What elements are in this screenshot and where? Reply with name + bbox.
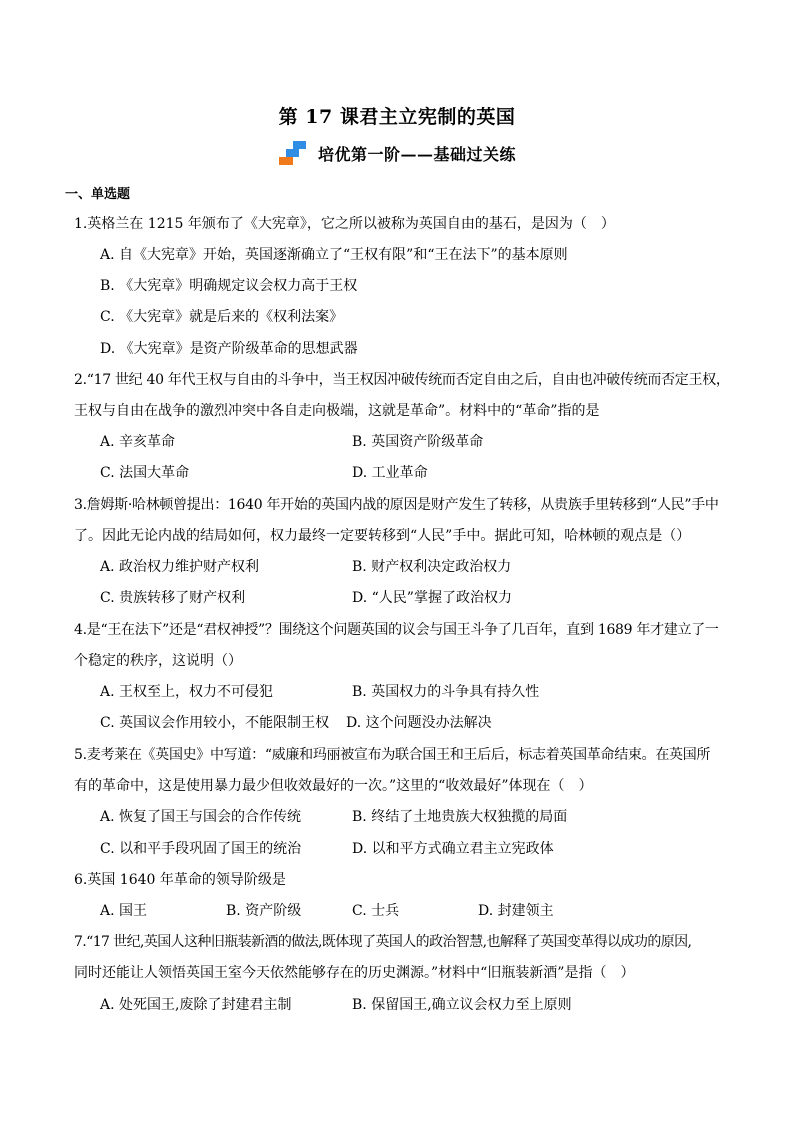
question-3-stem-line-2: 了。因此无论内战的结局如何，权力最终一定要转移到“人民”手中。据此可知，哈林顿的观点是（） — [74, 528, 691, 544]
question-4-option-c[interactable]: C. 英国议会作用较小，不能限制王权 — [100, 715, 330, 731]
question-7-option-b[interactable]: B. 保留国王,确立议会权力至上原则 — [352, 997, 572, 1013]
question-2-stem-line-1: 2.“17 世纪 40 年代王权与自由的斗争中，当王权因冲破传统而否定自由之后，自由也冲破传统而否定王权， — [74, 372, 730, 388]
question-5-option-a[interactable]: A. 恢复了国王与国会的合作传统 — [100, 809, 302, 825]
question-2-stem-line-2: 王权与自由在战争的激烈冲突中各自走向极端，这就是革命”。材料中的“革命”指的是 — [74, 403, 600, 419]
question-6-option-b[interactable]: B. 资产阶级 — [226, 903, 302, 919]
question-5-option-d[interactable]: D. 以和平方式确立君主立宪政体 — [352, 841, 554, 857]
question-1-option-c[interactable]: C. 《大宪章》就是后来的《权利法案》 — [100, 309, 344, 325]
question-3-stem-line-1: 3.詹姆斯·哈林顿曾提出：1640 年开始的英国内战的原因是财产发生了转移，从贵族手里转移到“人民”手中 — [74, 497, 719, 513]
question-2-option-c[interactable]: C. 法国大革命 — [100, 465, 190, 481]
stairs-logo-icon — [278, 140, 314, 166]
question-1-option-b[interactable]: B. 《大宪章》明确规定议会权力高于王权 — [100, 278, 358, 294]
question-5-option-b[interactable]: B. 终结了土地贵族大权独揽的局面 — [352, 809, 568, 825]
question-5-stem-line-1: 5.麦考莱在《英国史》中写道：“威廉和玛丽被宣布为联合国王和王后后，标志着英国革命结束。在英国所 — [74, 747, 711, 763]
question-3-option-a[interactable]: A. 政治权力维护财产权利 — [100, 559, 260, 575]
question-4-stem-line-1: 4.是“王在法下”还是“君权神授”？围绕这个问题英国的议会与国王斗争了几百年，直到 1689 年才建立了一 — [74, 622, 719, 638]
question-6-option-d[interactable]: D. 封建领主 — [478, 903, 554, 919]
question-3-option-d[interactable]: D. “人民”掌握了政治权力 — [352, 590, 512, 606]
subtitle: 培优第一阶——基础过关练 — [317, 144, 516, 164]
question-1-option-d[interactable]: D. 《大宪章》是资产阶级革命的思想武器 — [100, 341, 358, 357]
question-4-option-b[interactable]: B. 英国权力的斗争具有持久性 — [352, 684, 540, 700]
question-6-stem: 6.英国 1640 年革命的领导阶级是 — [74, 872, 286, 888]
question-7-stem-line-2: 同时还能让人领悟英国王室今天依然能够存在的历史渊源。”材料中“旧瓶装新酒”是指（ ） — [74, 965, 635, 981]
question-3-option-b[interactable]: B. 财产权利决定政治权力 — [352, 559, 512, 575]
question-1-option-a[interactable]: A. 自《大宪章》开始，英国逐渐确立了“王权有限”和“王在法下”的基本原则 — [100, 247, 568, 263]
question-4-stem-line-2: 个稳定的秩序，这说明（） — [74, 653, 242, 669]
question-6-option-a[interactable]: A. 国王 — [100, 903, 148, 919]
question-6-option-c[interactable]: C. 士兵 — [352, 903, 400, 919]
subtitle-row — [0, 140, 794, 166]
question-2-option-b[interactable]: B. 英国资产阶级革命 — [352, 434, 484, 450]
question-2-option-a[interactable]: A. 辛亥革命 — [100, 434, 176, 450]
question-7-option-a[interactable]: A. 处死国王,废除了封建君主制 — [100, 997, 292, 1013]
section-heading: 一、单选题 — [65, 187, 131, 202]
question-7-stem-line-1: 7.“17 世纪,英国人这种旧瓶装新酒的做法,既体现了英国人的政治智慧,也解释了英国变革得以成功的原因, — [74, 934, 692, 950]
question-3-option-c[interactable]: C. 贵族转移了财产权利 — [100, 590, 246, 606]
question-5-option-c[interactable]: C. 以和平手段巩固了国王的统治 — [100, 841, 302, 857]
question-1-stem: 1.英格兰在 1215 年颁布了《大宪章》，它之所以被称为英国自由的基石，是因为（ ） — [74, 216, 615, 232]
page-title: 第 17 课君主立宪制的英国 — [278, 106, 516, 128]
question-2-option-d[interactable]: D. 工业革命 — [352, 465, 428, 481]
question-4-option-d[interactable]: D. 这个问题没办法解决 — [346, 715, 492, 731]
question-5-stem-line-2: 有的革命中，这是使用暴力最少但收效最好的一次。”这里的“收效最好”体现在（ ） — [74, 778, 593, 794]
question-4-option-a[interactable]: A. 王权至上，权力不可侵犯 — [100, 684, 274, 700]
